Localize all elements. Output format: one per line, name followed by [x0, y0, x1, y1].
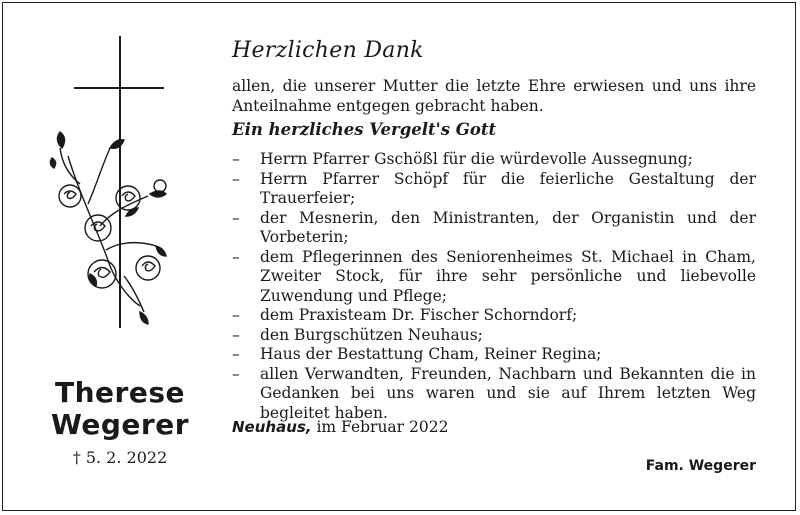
card-subheading: Ein herzliches Vergelt's Gott: [232, 120, 497, 139]
list-item: [232, 209, 756, 248]
dash-marker: –: [232, 306, 240, 324]
place-date-line: [232, 418, 448, 436]
dash-marker: –: [232, 345, 240, 363]
dash-marker: –: [232, 150, 240, 168]
memorial-panel: [0, 0, 220, 515]
list-item-text: dem Praxisteam Dr. Fischer Schorndorf;: [260, 306, 578, 324]
rose-branch-icon: [50, 132, 166, 324]
list-item: [232, 306, 756, 326]
signature: Fam. Wegerer: [645, 458, 756, 474]
deceased-last-name: Wegerer: [50, 408, 190, 441]
list-item: [232, 248, 756, 307]
date-text: im Februar 2022: [316, 418, 449, 436]
deceased-first-name: Therese: [55, 376, 185, 409]
dash-marker: –: [232, 169, 240, 188]
list-item: [232, 345, 756, 365]
list-item: [232, 326, 756, 346]
list-item: [232, 365, 756, 424]
cross-with-roses-icon: [40, 36, 180, 336]
list-item-text: Haus der Bestattung Cham, Reiner Regina;: [260, 345, 602, 363]
list-item-text: den Burgschützen Neuhaus;: [260, 325, 483, 344]
list-item-text: der Mesnerin, den Ministranten, der Organistin und der Vorbeterin;: [260, 208, 756, 246]
intro-text: allen, die unserer Mutter die letzte Ehre erwiesen und uns ihre Anteilnahme entgegen gebracht haben.: [232, 77, 756, 115]
list-item: [232, 170, 756, 209]
card-heading: Herzlichen Dank: [232, 38, 424, 63]
thanks-list: [232, 150, 756, 423]
list-item-text: dem Pflegerinnen des Seniorenheimes St. Michael in Cham, Zweiter Stock, für ihre sehr persönliche und liebevolle Zuwendung und Pflege;: [260, 247, 756, 305]
dash-marker: –: [232, 247, 240, 266]
list-item-text: Herrn Pfarrer Gschößl für die würdevolle Aussegnung;: [260, 150, 693, 168]
dash-marker: –: [232, 208, 240, 227]
dash-marker: –: [232, 364, 240, 383]
death-date: † 5. 2. 2022: [72, 448, 168, 467]
dash-marker: –: [232, 325, 240, 344]
place-name: Neuhaus,: [232, 418, 312, 436]
list-item-text: allen Verwandten, Freunden, Nachbarn und Bekannten die in Gedanken bei uns waren und sie auf Ihrem letzten Weg begleitet haben.: [260, 364, 756, 422]
list-item-text: Herrn Pfarrer Schöpf für die feierliche Gestaltung der Trauerfeier;: [260, 169, 756, 207]
list-item: [232, 150, 756, 170]
